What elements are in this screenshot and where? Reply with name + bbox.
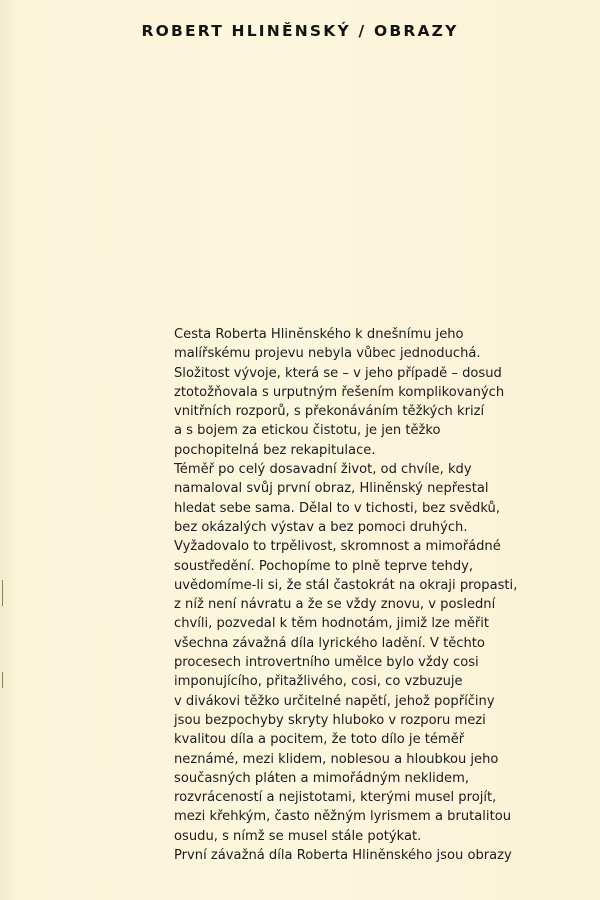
- text-line: chvíli, pozvedal k těm hodnotám, jimiž lze měřit: [174, 616, 490, 632]
- text-line: neznámé, mezi klidem, noblesou a hloubkou jeho: [174, 751, 499, 767]
- text-line: procesech introvertního umělce bylo vždy cosi: [174, 655, 479, 671]
- text-line: kvalitou díla a pocitem, že toto dílo je téměř: [174, 732, 465, 748]
- text-line: současných pláten a mimořádným neklidem,: [174, 770, 470, 786]
- text-line: Cesta Roberta Hlinĕnského k dnešnímu jeho: [174, 327, 464, 342]
- text-line: a s bojem za etickou čistotu, je jen těžko: [174, 423, 441, 439]
- text-line: uvědomíme-li si, že stál častokrát na okraji propasti,: [174, 577, 518, 593]
- page-title: ROBERT HLINĚNSKÝ / OBRAZY: [141, 22, 459, 40]
- text-line: jsou bezpochyby skryty hluboko v rozporu mezi: [174, 712, 486, 728]
- text-line: vnitřních rozporů, s překonáváním těžkých krizí: [174, 404, 485, 420]
- text-line: mezi křehkým, často něžným lyrismem a brutalitou: [174, 809, 512, 825]
- text-line: Složitost vývoje, která se – v jeho případě – dosud: [174, 365, 502, 381]
- text-line: hledat sebe sama. Dělal to v tichosti, bez svědků,: [174, 500, 500, 516]
- text-line: rozvráceností a nejistotami, kterými musel projít,: [174, 790, 497, 806]
- text-line: První závažná díla Roberta Hliněnského jsou obrazy: [174, 848, 512, 864]
- text-line: namaloval svůj první obraz, Hliněnský nepřestal: [174, 481, 489, 497]
- edge-scan-mark: [2, 580, 3, 606]
- text-line: Téměř po celý dosavadní život, od chvíle, kdy: [174, 462, 472, 478]
- text-line: ztotožňovala s urputným řešením komplikovaných: [174, 384, 505, 400]
- text-line: pochopitelná bez rekapitulace.: [174, 442, 376, 458]
- text-line: soustředění. Pochopíme to plně teprve tehdy,: [174, 558, 474, 574]
- text-line: osudu, s nímž se musel stále potýkat.: [174, 828, 422, 844]
- text-line: imponujícího, přitažlivého, cosi, co vzbuzuje: [174, 674, 463, 690]
- text-line: Vyžadovalo to trpělivost, skromnost a mimořádné: [174, 539, 501, 555]
- body-text: [174, 325, 594, 865]
- text-line: z níž není návratu a že se vždy znovu, v poslední: [174, 597, 496, 613]
- text-line: všechna závažná díla lyrického ladění. V těchto: [174, 635, 485, 651]
- text-line: v divákovi těžko určitelné napětí, jehož popříčiny: [174, 693, 495, 709]
- edge-scan-mark: [2, 672, 3, 688]
- text-line: bez okázalých výstav a bez pomoci druhých.: [174, 519, 468, 535]
- text-line: malířskému projevu nebyla vůbec jednoduchá.: [174, 346, 481, 362]
